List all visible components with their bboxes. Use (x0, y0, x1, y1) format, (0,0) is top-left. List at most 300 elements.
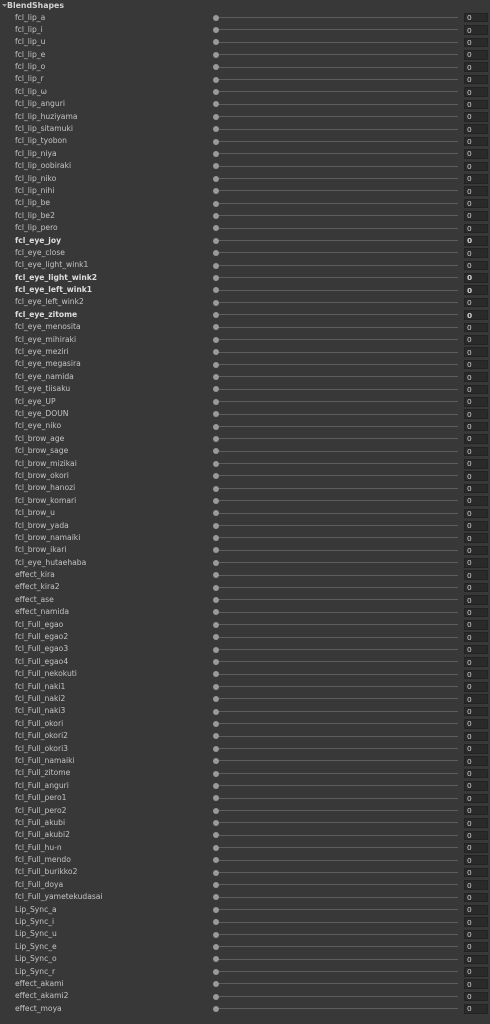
slider-track[interactable] (214, 42, 458, 43)
blendshape-value-field[interactable] (464, 719, 488, 729)
blendshape-weight-slider[interactable] (213, 86, 458, 98)
blendshape-value-field[interactable] (464, 992, 488, 1002)
blendshape-value-field[interactable] (464, 955, 488, 965)
slider-track[interactable] (214, 612, 458, 613)
slider-thumb[interactable] (213, 671, 219, 677)
slider-track[interactable] (214, 203, 458, 204)
blendshape-value-field[interactable] (464, 806, 488, 816)
blendshape-weight-slider[interactable] (213, 755, 458, 767)
blendshape-weight-slider[interactable] (213, 309, 458, 321)
slider-track[interactable] (214, 240, 458, 241)
blendshape-weight-slider[interactable] (213, 284, 458, 296)
blendshape-weight-slider[interactable] (213, 978, 458, 990)
blendshape-value-field[interactable] (464, 608, 488, 618)
slider-track[interactable] (214, 996, 458, 997)
slider-track[interactable] (214, 265, 458, 266)
slider-thumb[interactable] (213, 758, 219, 764)
slider-thumb[interactable] (213, 386, 219, 392)
slider-thumb[interactable] (213, 101, 219, 107)
blendshape-weight-slider[interactable] (213, 36, 458, 48)
blendshape-weight-slider[interactable] (213, 792, 458, 804)
slider-track[interactable] (214, 475, 458, 476)
slider-track[interactable] (214, 971, 458, 972)
blendshape-value-field[interactable] (464, 880, 488, 890)
slider-thumb[interactable] (213, 597, 219, 603)
slider-thumb[interactable] (213, 300, 219, 306)
blendshape-weight-slider[interactable] (213, 681, 458, 693)
blendshape-weight-slider[interactable] (213, 916, 458, 928)
blendshape-value-field[interactable] (464, 744, 488, 754)
blendshape-value-field[interactable] (464, 917, 488, 927)
slider-thumb[interactable] (213, 523, 219, 529)
blendshape-value-field[interactable] (464, 570, 488, 580)
blendshape-value-field[interactable] (464, 645, 488, 655)
blendshape-weight-slider[interactable] (213, 458, 458, 470)
blendshape-weight-slider[interactable] (213, 321, 458, 333)
slider-track[interactable] (214, 153, 458, 154)
slider-track[interactable] (214, 104, 458, 105)
slider-track[interactable] (214, 884, 458, 885)
slider-track[interactable] (214, 983, 458, 984)
slider-track[interactable] (214, 463, 458, 464)
slider-thumb[interactable] (213, 510, 219, 516)
slider-thumb[interactable] (213, 622, 219, 628)
blendshape-value-field[interactable] (464, 285, 488, 295)
slider-track[interactable] (214, 575, 458, 576)
blendshape-value-field[interactable] (464, 521, 488, 531)
slider-track[interactable] (214, 959, 458, 960)
slider-thumb[interactable] (213, 77, 219, 83)
blendshape-weight-slider[interactable] (213, 743, 458, 755)
blendshape-weight-slider[interactable] (213, 557, 458, 569)
blendshape-weight-slider[interactable] (213, 433, 458, 445)
blendshape-value-field[interactable] (464, 87, 488, 97)
slider-thumb[interactable] (213, 64, 219, 70)
slider-thumb[interactable] (213, 808, 219, 814)
blendshape-value-field[interactable] (464, 546, 488, 556)
slider-thumb[interactable] (213, 498, 219, 504)
slider-thumb[interactable] (213, 349, 219, 355)
blendshape-weight-slider[interactable] (213, 631, 458, 643)
blendshape-weight-slider[interactable] (213, 383, 458, 395)
blendshape-value-field[interactable] (464, 781, 488, 791)
blendshape-weight-slider[interactable] (213, 222, 458, 234)
blendshape-value-field[interactable] (464, 979, 488, 989)
blendshape-weight-slider[interactable] (213, 705, 458, 717)
slider-thumb[interactable] (213, 362, 219, 368)
slider-thumb[interactable] (213, 944, 219, 950)
blendshape-weight-slider[interactable] (213, 569, 458, 581)
blendshape-value-field[interactable] (464, 707, 488, 717)
blendshape-value-field[interactable] (464, 310, 488, 320)
slider-track[interactable] (214, 178, 458, 179)
slider-track[interactable] (214, 649, 458, 650)
slider-thumb[interactable] (213, 225, 219, 231)
slider-track[interactable] (214, 451, 458, 452)
slider-track[interactable] (214, 302, 458, 303)
slider-thumb[interactable] (213, 907, 219, 913)
blendshape-weight-slider[interactable] (213, 296, 458, 308)
blendshape-weight-slider[interactable] (213, 990, 458, 1002)
blendshape-weight-slider[interactable] (213, 173, 458, 185)
slider-track[interactable] (214, 562, 458, 563)
blendshape-value-field[interactable] (464, 261, 488, 271)
blendshape-value-field[interactable] (464, 756, 488, 766)
slider-track[interactable] (214, 637, 458, 638)
slider-track[interactable] (214, 860, 458, 861)
slider-track[interactable] (214, 773, 458, 774)
blendshape-value-field[interactable] (464, 360, 488, 370)
slider-track[interactable] (214, 698, 458, 699)
slider-thumb[interactable] (213, 151, 219, 157)
blendshape-weight-slider[interactable] (213, 259, 458, 271)
blendshape-value-field[interactable] (464, 372, 488, 382)
blendshape-weight-slider[interactable] (213, 520, 458, 532)
slider-track[interactable] (214, 228, 458, 229)
slider-thumb[interactable] (213, 486, 219, 492)
slider-thumb[interactable] (213, 52, 219, 58)
blendshape-value-field[interactable] (464, 409, 488, 419)
slider-track[interactable] (214, 922, 458, 923)
slider-thumb[interactable] (213, 820, 219, 826)
blendshape-value-field[interactable] (464, 595, 488, 605)
blendshape-value-field[interactable] (464, 224, 488, 234)
slider-track[interactable] (214, 54, 458, 55)
slider-track[interactable] (214, 835, 458, 836)
blendshape-value-field[interactable] (464, 236, 488, 246)
blendshape-weight-slider[interactable] (213, 247, 458, 259)
blendshape-value-field[interactable] (464, 1004, 488, 1014)
slider-thumb[interactable] (213, 275, 219, 281)
slider-track[interactable] (214, 822, 458, 823)
blendshape-value-field[interactable] (464, 942, 488, 952)
slider-track[interactable] (214, 500, 458, 501)
slider-thumb[interactable] (213, 647, 219, 653)
blendshape-value-field[interactable] (464, 670, 488, 680)
slider-track[interactable] (214, 29, 458, 30)
slider-thumb[interactable] (213, 684, 219, 690)
blendshape-value-field[interactable] (464, 496, 488, 506)
slider-track[interactable] (214, 352, 458, 353)
slider-track[interactable] (214, 550, 458, 551)
slider-track[interactable] (214, 537, 458, 538)
slider-thumb[interactable] (213, 324, 219, 330)
slider-track[interactable] (214, 674, 458, 675)
slider-thumb[interactable] (213, 634, 219, 640)
blendshape-weight-slider[interactable] (213, 606, 458, 618)
slider-thumb[interactable] (213, 870, 219, 876)
slider-thumb[interactable] (213, 609, 219, 615)
slider-track[interactable] (214, 252, 458, 253)
blendshape-weight-slider[interactable] (213, 272, 458, 284)
slider-thumb[interactable] (213, 746, 219, 752)
slider-track[interactable] (214, 686, 458, 687)
slider-thumb[interactable] (213, 374, 219, 380)
slider-thumb[interactable] (213, 337, 219, 343)
slider-track[interactable] (214, 760, 458, 761)
slider-thumb[interactable] (213, 411, 219, 417)
slider-thumb[interactable] (213, 461, 219, 467)
blendshape-weight-slider[interactable] (213, 445, 458, 457)
slider-track[interactable] (214, 364, 458, 365)
slider-thumb[interactable] (213, 771, 219, 777)
slider-thumb[interactable] (213, 424, 219, 430)
slider-thumb[interactable] (213, 436, 219, 442)
slider-thumb[interactable] (213, 139, 219, 145)
slider-thumb[interactable] (213, 312, 219, 318)
blendshape-weight-slider[interactable] (213, 396, 458, 408)
slider-thumb[interactable] (213, 250, 219, 256)
blendshape-weight-slider[interactable] (213, 185, 458, 197)
blendshape-weight-slider[interactable] (213, 123, 458, 135)
slider-thumb[interactable] (213, 969, 219, 975)
slider-track[interactable] (214, 141, 458, 142)
blendshape-value-field[interactable] (464, 323, 488, 333)
blendshape-weight-slider[interactable] (213, 358, 458, 370)
blendshape-value-field[interactable] (464, 434, 488, 444)
blendshape-value-field[interactable] (464, 769, 488, 779)
slider-thumb[interactable] (213, 163, 219, 169)
slider-track[interactable] (214, 327, 458, 328)
slider-thumb[interactable] (213, 932, 219, 938)
blendshape-weight-slider[interactable] (213, 668, 458, 680)
slider-thumb[interactable] (213, 919, 219, 925)
blendshape-weight-slider[interactable] (213, 594, 458, 606)
blendshape-value-field[interactable] (464, 905, 488, 915)
blendshape-value-field[interactable] (464, 100, 488, 110)
blendshape-value-field[interactable] (464, 868, 488, 878)
slider-thumb[interactable] (213, 213, 219, 219)
blendshape-value-field[interactable] (464, 124, 488, 134)
slider-track[interactable] (214, 91, 458, 92)
slider-thumb[interactable] (213, 89, 219, 95)
blendshape-value-field[interactable] (464, 694, 488, 704)
blendshape-weight-slider[interactable] (213, 581, 458, 593)
slider-track[interactable] (214, 190, 458, 191)
blendshape-value-field[interactable] (464, 682, 488, 692)
blendshape-value-field[interactable] (464, 422, 488, 432)
blendshape-value-field[interactable] (464, 855, 488, 865)
blendshape-value-field[interactable] (464, 509, 488, 519)
slider-thumb[interactable] (213, 263, 219, 269)
slider-thumb[interactable] (213, 783, 219, 789)
slider-thumb[interactable] (213, 176, 219, 182)
blendshape-value-field[interactable] (464, 794, 488, 804)
slider-thumb[interactable] (213, 114, 219, 120)
blendshape-weight-slider[interactable] (213, 160, 458, 172)
blendshape-weight-slider[interactable] (213, 829, 458, 841)
blendshape-weight-slider[interactable] (213, 470, 458, 482)
slider-track[interactable] (214, 897, 458, 898)
blendshape-value-field[interactable] (464, 484, 488, 494)
slider-track[interactable] (214, 314, 458, 315)
blendshape-value-field[interactable] (464, 13, 488, 23)
blendshape-weight-slider[interactable] (213, 73, 458, 85)
slider-track[interactable] (214, 946, 458, 947)
slider-track[interactable] (214, 401, 458, 402)
slider-track[interactable] (214, 277, 458, 278)
slider-track[interactable] (214, 1008, 458, 1009)
slider-track[interactable] (214, 525, 458, 526)
blendshape-value-field[interactable] (464, 50, 488, 60)
blendshape-weight-slider[interactable] (213, 544, 458, 556)
blendshape-value-field[interactable] (464, 335, 488, 345)
blendshape-weight-slider[interactable] (213, 619, 458, 631)
blendshape-value-field[interactable] (464, 657, 488, 667)
blendshape-value-field[interactable] (464, 137, 488, 147)
blendshape-weight-slider[interactable] (213, 371, 458, 383)
slider-track[interactable] (214, 488, 458, 489)
blendshape-value-field[interactable] (464, 211, 488, 221)
slider-thumb[interactable] (213, 547, 219, 553)
blendshape-value-field[interactable] (464, 62, 488, 72)
slider-thumb[interactable] (213, 882, 219, 888)
slider-track[interactable] (214, 414, 458, 415)
blendshape-value-field[interactable] (464, 967, 488, 977)
slider-track[interactable] (214, 67, 458, 68)
slider-track[interactable] (214, 798, 458, 799)
slider-track[interactable] (214, 934, 458, 935)
blendshape-value-field[interactable] (464, 347, 488, 357)
slider-thumb[interactable] (213, 709, 219, 715)
slider-thumb[interactable] (213, 721, 219, 727)
slider-thumb[interactable] (213, 832, 219, 838)
blendshape-weight-slider[interactable] (213, 210, 458, 222)
blendshape-value-field[interactable] (464, 632, 488, 642)
slider-track[interactable] (214, 129, 458, 130)
blendshape-weight-slider[interactable] (213, 1003, 458, 1015)
blendshape-value-field[interactable] (464, 558, 488, 568)
slider-thumb[interactable] (213, 448, 219, 454)
slider-track[interactable] (214, 17, 458, 18)
blendshape-value-field[interactable] (464, 385, 488, 395)
slider-thumb[interactable] (213, 27, 219, 33)
blendshape-value-field[interactable] (464, 471, 488, 481)
blendshape-weight-slider[interactable] (213, 854, 458, 866)
slider-thumb[interactable] (213, 15, 219, 21)
blendshape-weight-slider[interactable] (213, 805, 458, 817)
blendshape-weight-slider[interactable] (213, 966, 458, 978)
blendshape-value-field[interactable] (464, 459, 488, 469)
blendshape-weight-slider[interactable] (213, 111, 458, 123)
blendshape-weight-slider[interactable] (213, 197, 458, 209)
blendshape-value-field[interactable] (464, 620, 488, 630)
slider-thumb[interactable] (213, 560, 219, 566)
slider-track[interactable] (214, 810, 458, 811)
blendshape-weight-slider[interactable] (213, 235, 458, 247)
slider-track[interactable] (214, 166, 458, 167)
blendshape-weight-slider[interactable] (213, 61, 458, 73)
slider-track[interactable] (214, 116, 458, 117)
slider-track[interactable] (214, 79, 458, 80)
blendshape-value-field[interactable] (464, 583, 488, 593)
slider-thumb[interactable] (213, 238, 219, 244)
blendshape-value-field[interactable] (464, 930, 488, 940)
slider-track[interactable] (214, 909, 458, 910)
slider-track[interactable] (214, 711, 458, 712)
slider-thumb[interactable] (213, 733, 219, 739)
slider-track[interactable] (214, 513, 458, 514)
slider-thumb[interactable] (213, 585, 219, 591)
blendshape-value-field[interactable] (464, 174, 488, 184)
blendshape-weight-slider[interactable] (213, 420, 458, 432)
slider-track[interactable] (214, 661, 458, 662)
blendshape-weight-slider[interactable] (213, 495, 458, 507)
slider-track[interactable] (214, 748, 458, 749)
blendshape-weight-slider[interactable] (213, 767, 458, 779)
blendshape-weight-slider[interactable] (213, 842, 458, 854)
blendshape-value-field[interactable] (464, 75, 488, 85)
slider-track[interactable] (214, 426, 458, 427)
slider-track[interactable] (214, 376, 458, 377)
slider-thumb[interactable] (213, 473, 219, 479)
blendshape-weight-slider[interactable] (213, 643, 458, 655)
slider-track[interactable] (214, 290, 458, 291)
blendshapes-foldout-header[interactable] (0, 0, 490, 11)
blendshape-weight-slider[interactable] (213, 49, 458, 61)
blendshape-weight-slider[interactable] (213, 656, 458, 668)
slider-track[interactable] (214, 785, 458, 786)
blendshape-value-field[interactable] (464, 38, 488, 48)
blendshape-value-field[interactable] (464, 843, 488, 853)
blendshape-weight-slider[interactable] (213, 135, 458, 147)
blendshape-weight-slider[interactable] (213, 928, 458, 940)
blendshape-value-field[interactable] (464, 298, 488, 308)
blendshape-weight-slider[interactable] (213, 532, 458, 544)
slider-track[interactable] (214, 872, 458, 873)
blendshape-weight-slider[interactable] (213, 346, 458, 358)
slider-thumb[interactable] (213, 287, 219, 293)
slider-thumb[interactable] (213, 845, 219, 851)
slider-track[interactable] (214, 736, 458, 737)
slider-track[interactable] (214, 389, 458, 390)
blendshape-weight-slider[interactable] (213, 693, 458, 705)
slider-thumb[interactable] (213, 894, 219, 900)
blendshape-weight-slider[interactable] (213, 941, 458, 953)
slider-thumb[interactable] (213, 696, 219, 702)
blendshape-weight-slider[interactable] (213, 334, 458, 346)
slider-track[interactable] (214, 339, 458, 340)
blendshape-weight-slider[interactable] (213, 718, 458, 730)
blendshape-value-field[interactable] (464, 149, 488, 159)
blendshape-value-field[interactable] (464, 199, 488, 209)
blendshape-value-field[interactable] (464, 397, 488, 407)
slider-thumb[interactable] (213, 126, 219, 132)
blendshape-weight-slider[interactable] (213, 24, 458, 36)
blendshape-weight-slider[interactable] (213, 817, 458, 829)
blendshape-weight-slider[interactable] (213, 507, 458, 519)
blendshape-weight-slider[interactable] (213, 408, 458, 420)
slider-track[interactable] (214, 624, 458, 625)
slider-thumb[interactable] (213, 572, 219, 578)
slider-thumb[interactable] (213, 795, 219, 801)
slider-thumb[interactable] (213, 1006, 219, 1012)
blendshape-value-field[interactable] (464, 273, 488, 283)
blendshape-weight-slider[interactable] (213, 866, 458, 878)
blendshape-weight-slider[interactable] (213, 482, 458, 494)
slider-thumb[interactable] (213, 956, 219, 962)
slider-thumb[interactable] (213, 535, 219, 541)
blendshape-value-field[interactable] (464, 533, 488, 543)
slider-thumb[interactable] (213, 659, 219, 665)
blendshape-value-field[interactable] (464, 831, 488, 841)
slider-thumb[interactable] (213, 188, 219, 194)
slider-track[interactable] (214, 723, 458, 724)
slider-thumb[interactable] (213, 857, 219, 863)
blendshape-value-field[interactable] (464, 248, 488, 258)
blendshape-weight-slider[interactable] (213, 148, 458, 160)
blendshape-weight-slider[interactable] (213, 730, 458, 742)
